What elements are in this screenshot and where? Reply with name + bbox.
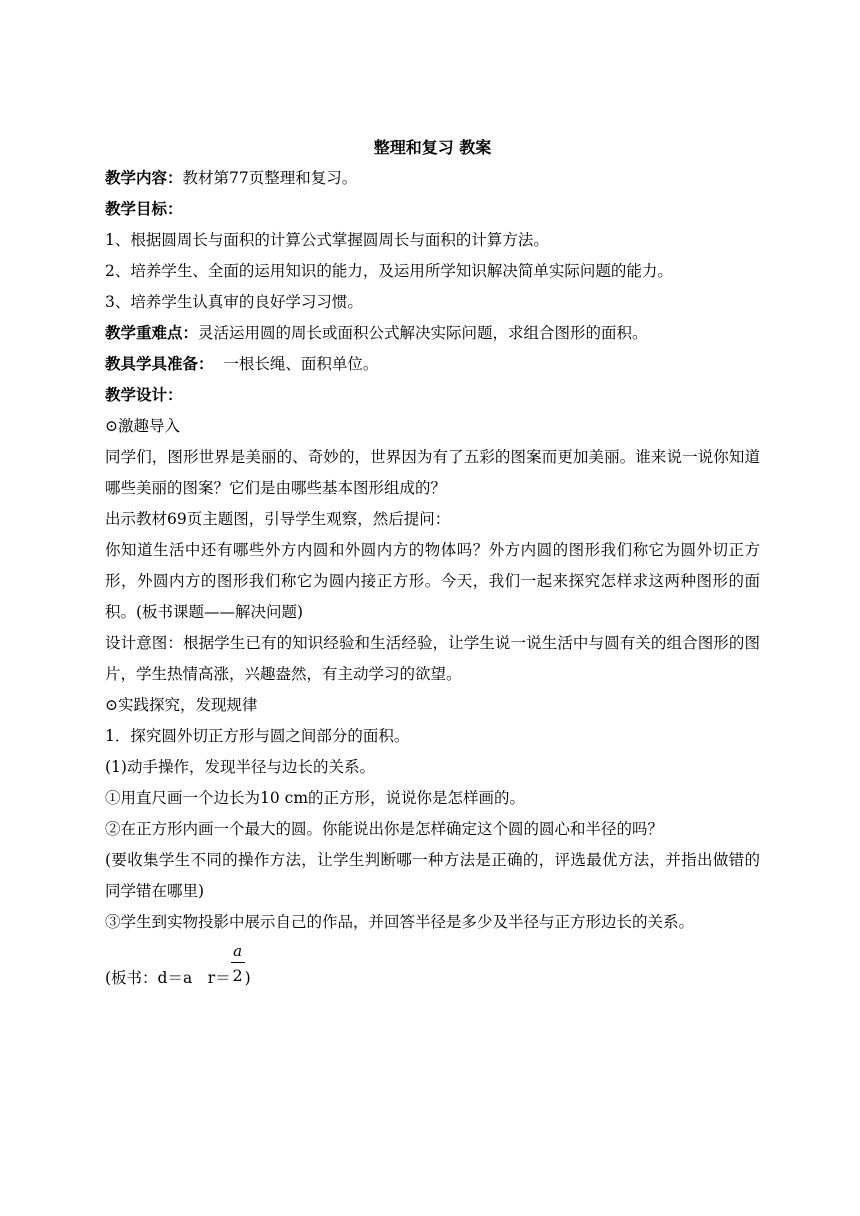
explore-item-1: 1．探究圆外切正方形与圆之间部分的面积。 [105, 727, 410, 745]
materials-label: 教具学具准备： [105, 355, 214, 373]
board-formula-text [105, 942, 251, 990]
board-formula [105, 938, 760, 996]
fraction-bar [231, 962, 245, 963]
board-prefix: (板书：d＝a r＝ [105, 969, 231, 987]
fraction-numerator: a [233, 942, 243, 960]
explore-item-5: (要收集学生不同的操作方法，让学生判断哪一种方法是正确的，评选最优方法，并指出做错的同学错在哪里) [105, 851, 760, 900]
goals-label: 教学目标： [105, 200, 183, 218]
section-1-heading: ⊙激趣导入 [105, 417, 180, 435]
content-text: 教材第77页整理和复习。 [182, 169, 358, 187]
explore-item-4: ②在正方形内画一个最大的圆。你能说出你是怎样确定这个圆的圆心和半径的吗？ [105, 820, 664, 838]
explore-item-3: ①用直尺画一个边长为10 cm的正方形，说说你是怎样画的。 [105, 789, 526, 807]
paragraph-show-textbook: 出示教材69页主题图，引导学生观察，然后提问： [105, 510, 451, 528]
document-page [105, 132, 760, 996]
explore-item-2: (1)动手操作，发现半径与边长的关系。 [105, 758, 375, 776]
materials-line [105, 349, 760, 380]
goal-item-3: 3、培养学生认真审的良好学习习惯。 [105, 293, 363, 311]
goal-item-1: 1、根据圆周长与面积的计算公式掌握圆周长与面积的计算方法。 [105, 231, 549, 249]
materials-text: 一根长绳、面积单位。 [213, 355, 379, 373]
key-points-text: 灵活运用圆的周长或面积公式解决实际问题，求组合图形的面积。 [198, 324, 648, 342]
fraction-a-over-2 [231, 942, 245, 990]
board-suffix: ) [244, 969, 251, 987]
key-points-label: 教学重难点： [105, 324, 199, 342]
document-title: 整理和复习 教案 [373, 138, 492, 157]
paragraph-question: 你知道生活中还有哪些外方内圆和外圆内方的物体吗？外方内圆的图形我们称它为圆外切正方形，外圆内方的图形我们称它为圆内接正方形。今天，我们一起来探究怎样求这两种图形的面积。(板书课题——解决问题) [105, 541, 760, 621]
content-line [105, 163, 760, 194]
fraction-denominator: 2 [232, 966, 243, 985]
goal-item-2: 2、培养学生、全面的运用知识的能力，及运用所学知识解决简单实际问题的能力。 [105, 262, 673, 280]
design-label: 教学设计： [105, 386, 183, 404]
paragraph-design-intent: 设计意图：根据学生已有的知识经验和生活经验，让学生说一说生活中与圆有关的组合图形的图片，学生热情高涨，兴趣盎然，有主动学习的欲望。 [105, 634, 760, 683]
key-points-line [105, 318, 760, 349]
explore-item-6: ③学生到实物投影中展示自己的作品，并回答半径是多少及半径与正方形边长的关系。 [105, 913, 695, 931]
paragraph-intro: 同学们，图形世界是美丽的、奇妙的，世界因为有了五彩的图案而更加美丽。谁来说一说你知道哪些美丽的图案？它们是由哪些基本图形组成的？ [105, 448, 760, 497]
content-label: 教学内容： [105, 169, 183, 187]
section-2-heading: ⊙实践探究，发现规律 [105, 696, 258, 714]
